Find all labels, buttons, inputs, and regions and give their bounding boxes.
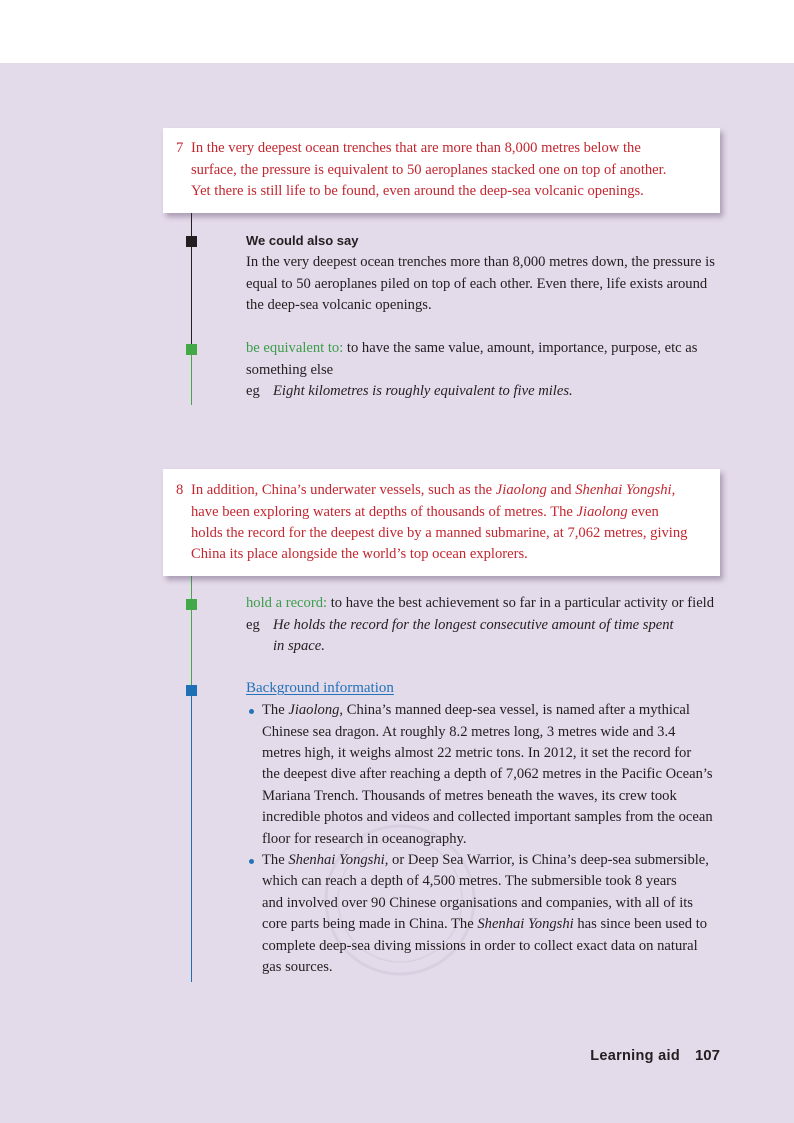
italic-text-run: Jiaolong	[576, 503, 628, 520]
text-run: gas sources.	[262, 958, 333, 975]
text-line	[262, 829, 713, 850]
italic-text-run: Jiaolong	[288, 702, 340, 719]
text-run: floor for research in oceanography.	[262, 830, 467, 847]
passage-number: 7	[176, 140, 184, 157]
definition-line	[246, 360, 697, 381]
green-square-marker-icon	[186, 599, 197, 610]
text-line	[262, 957, 713, 978]
text-run: metres high, it weighs almost 22 metric tons. In 2012, it set the record for	[262, 745, 692, 762]
text-run: In the very deepest ocean trenches more than 8,000 metres down, the pressure is	[246, 254, 715, 271]
example-line	[246, 615, 714, 636]
text-line	[262, 764, 713, 785]
text-line	[191, 138, 666, 159]
alternative-phrasing-text	[246, 252, 715, 316]
italic-text-run: Shenhai Yongshi	[477, 916, 574, 933]
text-run: In the very deepest ocean trenches that are more than 8,000 metres below the	[191, 140, 641, 157]
text-run: ,	[671, 482, 676, 499]
passage-text	[191, 138, 666, 202]
passage-text	[191, 480, 687, 566]
text-line	[246, 274, 715, 295]
definition-line	[246, 593, 714, 614]
example-sentence: He holds the record for the longest consecutive amount of time spent	[273, 616, 674, 633]
background-bullet	[246, 700, 713, 850]
text-line	[262, 786, 713, 807]
text-line	[191, 523, 687, 544]
text-run: Yet there is still life to be found, even around the deep-sea volcanic openings.	[191, 183, 644, 200]
definition-hold-a-record	[246, 593, 714, 657]
definition-meaning: something else	[246, 361, 334, 378]
text-run: Mariana Trench. Thousands of metres beneath the waves, its crew took	[262, 787, 677, 804]
text-run: incredible photos and videos and collected important samples from the ocean	[262, 809, 713, 826]
example-line	[246, 381, 697, 402]
text-run: which can reach a depth of 4,500 metres. The submersible took 8 years	[262, 873, 677, 890]
passage-box-8	[163, 469, 720, 576]
italic-text-run: Shenhai Yongshi	[575, 482, 672, 499]
example-label: eg	[246, 616, 260, 633]
bullet-icon	[249, 859, 254, 864]
alternative-phrasing-heading: We could also say	[246, 233, 359, 248]
green-square-marker-icon	[186, 344, 197, 355]
text-line	[191, 480, 687, 501]
text-line	[262, 871, 713, 892]
text-run: , China’s manned deep-sea vessel, is named after a mythical	[339, 702, 690, 719]
text-line	[262, 914, 713, 935]
text-line	[191, 181, 666, 202]
text-run: complete deep-sea diving missions in order to collect exact data on natural	[262, 937, 698, 954]
text-line	[262, 722, 713, 743]
text-run: , or Deep Sea Warrior, is China’s deep-sea submersible,	[384, 852, 709, 869]
italic-text-run: Shenhai Yongshi	[288, 852, 385, 869]
text-run: core parts being made in China. The	[262, 916, 478, 933]
guide-line-green	[191, 576, 192, 686]
definition-line	[246, 338, 697, 359]
black-square-marker-icon	[186, 236, 197, 247]
guide-line-blue	[191, 686, 192, 982]
text-run: The	[262, 702, 289, 719]
text-line	[262, 893, 713, 914]
example-label: eg	[246, 383, 260, 400]
text-line	[191, 502, 687, 523]
text-run: In addition, China’s underwater vessels, such as the	[191, 482, 496, 499]
definition-term: be equivalent to:	[246, 340, 344, 357]
text-run: even	[627, 503, 659, 520]
text-run: Chinese sea dragon. At roughly 8.2 metres long, 3 metres wide and 3.4	[262, 723, 676, 740]
definition-be-equivalent-to	[246, 338, 697, 402]
text-line	[262, 807, 713, 828]
text-line	[246, 295, 715, 316]
text-run: surface, the pressure is equivalent to 50 aeroplanes stacked one on top of another.	[191, 161, 667, 178]
example-sentence: in space.	[273, 638, 325, 655]
bullet-icon	[249, 709, 254, 714]
guide-line-black	[191, 213, 192, 344]
text-line	[262, 936, 713, 957]
text-run: China its place alongside the world’s top ocean explorers.	[191, 546, 528, 563]
page-header-band	[0, 0, 794, 63]
example-line	[246, 636, 714, 657]
example-sentence: Eight kilometres is roughly equivalent to five miles.	[273, 383, 573, 400]
definition-term: hold a record:	[246, 595, 328, 612]
background-information-heading: Background information	[246, 680, 394, 697]
text-line	[191, 160, 666, 181]
page-number: 107	[694, 1047, 720, 1064]
text-line	[191, 544, 687, 565]
definition-meaning: to have the best achievement so far in a particular activity or field	[330, 595, 715, 612]
text-run: The	[262, 852, 289, 869]
text-line	[262, 850, 713, 871]
text-run: equal to 50 aeroplanes piled on top of each other. Even there, life exists around	[246, 275, 708, 292]
background-bullet-list	[246, 700, 713, 978]
italic-text-run: Jiaolong	[495, 482, 547, 499]
background-bullet	[246, 850, 713, 978]
text-run: holds the record for the deepest dive by a manned submarine, at 7,062 metres, giving	[191, 525, 688, 542]
text-run: have been exploring waters at depths of thousands of metres. The	[191, 503, 577, 520]
text-run: and involved over 90 Chinese organisations and companies, with all of its	[262, 894, 693, 911]
bullet-text	[262, 850, 713, 978]
text-line	[262, 700, 713, 721]
text-run: and	[546, 482, 576, 499]
passage-box-7	[163, 128, 720, 213]
blue-square-marker-icon	[186, 685, 197, 696]
text-line	[262, 743, 713, 764]
text-run: the deepest dive after reaching a depth of 7,062 metres in the Pacific Ocean’s	[262, 766, 713, 783]
text-run: the deep-sea volcanic openings.	[246, 297, 432, 314]
text-run: has since been used to	[573, 916, 708, 933]
footer-section-label: Learning aid	[590, 1048, 680, 1064]
bullet-text	[262, 700, 713, 850]
definition-meaning: to have the same value, amount, importance, purpose, etc as	[346, 340, 698, 357]
text-line	[246, 252, 715, 273]
passage-number: 8	[176, 482, 184, 499]
